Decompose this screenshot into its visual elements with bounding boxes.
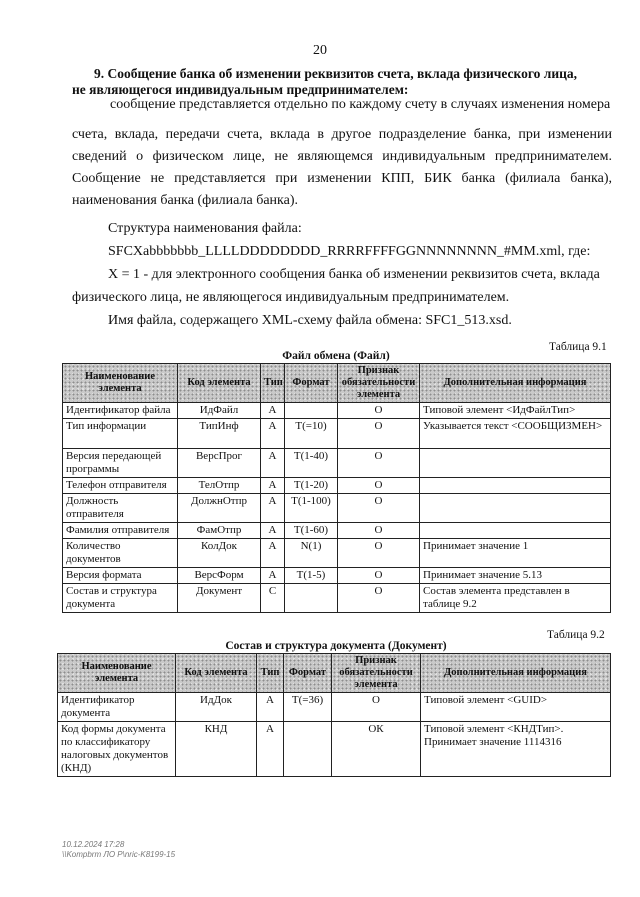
cell-type: С: [261, 584, 285, 613]
cell-info: Принимает значение 5.13: [420, 568, 611, 584]
cell-name: Количество документов: [63, 539, 178, 568]
cell-info: Состав элемента представлен в таблице 9.2: [420, 584, 611, 613]
cell-code: ТелОтпр: [178, 478, 261, 494]
x-definition-line-1: X = 1 - для электронного сообщения банка об изменении реквизитов счета, вклада: [108, 267, 600, 282]
cell-type: А: [261, 539, 285, 568]
table-row: [63, 494, 611, 523]
cell-required: О: [338, 403, 420, 419]
cell-format: Т(1-5): [285, 568, 338, 584]
cell-required: О: [338, 584, 420, 613]
table-row: [63, 419, 611, 449]
cell-format: Т(1-40): [285, 449, 338, 478]
cell-required: О: [338, 478, 420, 494]
cell-info: [420, 494, 611, 523]
table-header-row: [58, 654, 611, 693]
cell-type: А: [261, 568, 285, 584]
cell-code: Документ: [178, 584, 261, 613]
cell-required: О: [338, 539, 420, 568]
table-file-exchange: [62, 363, 611, 613]
cell-type: А: [261, 419, 285, 449]
header-cell: Наименование элемента: [63, 364, 178, 403]
cell-format: [285, 403, 338, 419]
cell-type: А: [261, 449, 285, 478]
cell-type: А: [257, 693, 284, 722]
cell-type: А: [257, 722, 284, 777]
cell-code: ВерсФорм: [178, 568, 261, 584]
table-row: [58, 693, 611, 722]
cell-info: Указывается текст <СООБЩИЗМЕН>: [420, 419, 611, 449]
cell-code: КолДок: [178, 539, 261, 568]
cell-format: N(1): [285, 539, 338, 568]
table-2-title: Состав и структура документа (Документ): [225, 640, 447, 652]
cell-format: Т(=10): [285, 419, 338, 449]
header-cell: Наименование элемента: [58, 654, 176, 693]
section-heading-line-1: 9. Сообщение банка об изменении реквизитов счета, вклада физического лица,: [94, 66, 578, 81]
cell-required: О: [338, 449, 420, 478]
header-cell: Формат: [285, 364, 338, 403]
header-cell: Код элемента: [178, 364, 261, 403]
header-cell: Дополнительная информация: [421, 654, 611, 693]
cell-name: Идентификатор документа: [58, 693, 176, 722]
section-heading: [72, 66, 612, 98]
cell-name: Идентификатор файла: [63, 403, 178, 419]
footer-stamp: [62, 840, 175, 860]
cell-info: [420, 523, 611, 539]
cell-format: [285, 584, 338, 613]
cell-name: Код формы документа по классификатору налоговых документов (КНД): [58, 722, 176, 777]
paragraph-1: счета, вклада, передачи счета, вклада в другое подразделение банка, при изменении сведений о физическом лице, не являющемся индивидуальным предпринимателем. Сообщение не представляется при изменении КПП, БИК банка (филиала банка), наименования банка (филиала банка).: [72, 127, 612, 208]
cell-name: Тип информации: [63, 419, 178, 449]
cell-code: КНД: [176, 722, 257, 777]
page-number: 20: [313, 43, 327, 58]
cell-type: А: [261, 403, 285, 419]
table-row: [63, 449, 611, 478]
cell-format: Т(1-60): [285, 523, 338, 539]
table-1-title: Файл обмена (Файл): [282, 350, 390, 362]
cell-code: ФамОтпр: [178, 523, 261, 539]
paragraph-1-first-line: сообщение представляется отдельно по каждому счету в случаях изменения номера: [110, 97, 611, 112]
table-document-structure: [57, 653, 611, 777]
cell-name: Телефон отправителя: [63, 478, 178, 494]
table-2-label: Таблица 9.2: [547, 629, 605, 641]
cell-required: О: [332, 693, 421, 722]
cell-info: Принимает значение 1: [420, 539, 611, 568]
cell-required: О: [338, 494, 420, 523]
file-name-pattern: SFCXabbbbbbb_LLLLDDDDDDDD_RRRRFFFFGGNNNNNNNN_#MM.xml, где:: [108, 244, 591, 259]
table-row: [63, 403, 611, 419]
table-row: [63, 568, 611, 584]
cell-required: О: [338, 568, 420, 584]
header-cell: Дополнительная информация: [420, 364, 611, 403]
header-cell: Признак обязательности элемента: [332, 654, 421, 693]
header-cell: Признак обязательности элемента: [338, 364, 420, 403]
footer-timestamp: 10.12.2024 17:28: [62, 840, 125, 849]
cell-format: Т(1-100): [285, 494, 338, 523]
cell-format: Т(=36): [284, 693, 332, 722]
schema-file-line: Имя файла, содержащего XML-схему файла обмена: SFC1_513.xsd.: [108, 313, 512, 328]
table-row: [58, 722, 611, 777]
cell-required: ОК: [332, 722, 421, 777]
cell-code: ТипИнф: [178, 419, 261, 449]
cell-name: Должность отправителя: [63, 494, 178, 523]
header-cell: Код элемента: [176, 654, 257, 693]
cell-code: ВерсПрог: [178, 449, 261, 478]
cell-code: ДолжнОтпр: [178, 494, 261, 523]
cell-format: [284, 722, 332, 777]
cell-info: Типовой элемент <ИдФайлТип>: [420, 403, 611, 419]
section-heading-line-2: не являющегося индивидуальным предпринимателем:: [72, 82, 409, 97]
cell-type: А: [261, 523, 285, 539]
cell-code: ИдДок: [176, 693, 257, 722]
header-cell: Тип: [257, 654, 284, 693]
cell-info: Типовой элемент <GUID>: [421, 693, 611, 722]
cell-info: Типовой элемент <КНДТип>. Принимает значение 1114316: [421, 722, 611, 777]
table-row: [63, 478, 611, 494]
cell-info: [420, 478, 611, 494]
table-header-row: [63, 364, 611, 403]
cell-name: Фамилия отправителя: [63, 523, 178, 539]
table-row: [63, 539, 611, 568]
cell-required: О: [338, 419, 420, 449]
cell-format: Т(1-20): [285, 478, 338, 494]
header-cell: Тип: [261, 364, 285, 403]
cell-info: [420, 449, 611, 478]
table-row: [63, 584, 611, 613]
x-definition-line-2: физического лица, не являющегося индивидуальным предпринимателем.: [72, 290, 510, 305]
cell-name: Версия передающей программы: [63, 449, 178, 478]
cell-type: А: [261, 478, 285, 494]
cell-code: ИдФайл: [178, 403, 261, 419]
cell-required: О: [338, 523, 420, 539]
header-cell: Формат: [284, 654, 332, 693]
file-structure-label: Структура наименования файла:: [108, 221, 302, 236]
table-row: [63, 523, 611, 539]
cell-type: А: [261, 494, 285, 523]
footer-path: \\Kompbrm ЛО Р\nric-K8199-15: [62, 850, 176, 859]
table-1-label: Таблица 9.1: [549, 341, 607, 353]
cell-name: Состав и структура документа: [63, 584, 178, 613]
cell-name: Версия формата: [63, 568, 178, 584]
